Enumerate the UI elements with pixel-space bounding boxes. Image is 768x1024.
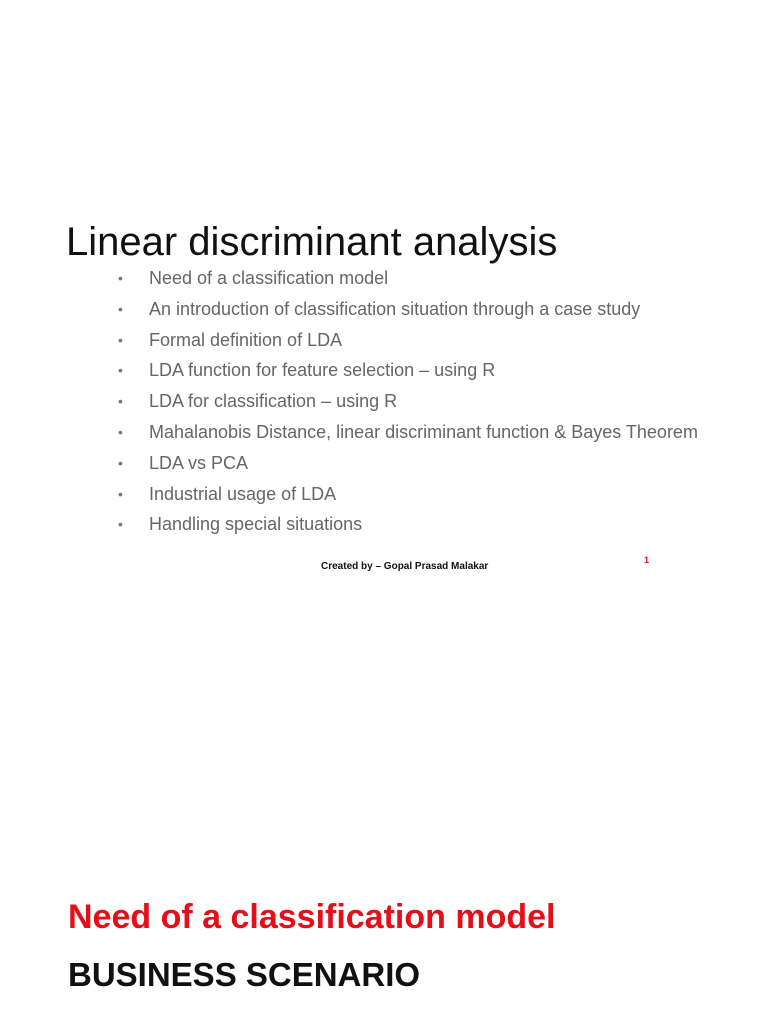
- bullet-icon: •: [118, 423, 123, 440]
- list-item: [118, 482, 738, 507]
- list-item: [118, 358, 738, 383]
- list-item: [118, 451, 738, 476]
- list-item: [118, 297, 738, 322]
- section-subtitle: BUSINESS SCENARIO: [68, 956, 421, 993]
- list-item: [118, 266, 738, 291]
- author-credit: Created by – Gopal Prasad Malakar: [321, 561, 489, 572]
- section-title: Need of a classification model: [68, 898, 556, 936]
- list-item: [118, 420, 738, 445]
- topic-list: [118, 266, 738, 543]
- list-item: [118, 389, 738, 414]
- list-item-text: Industrial usage of LDA: [149, 483, 337, 504]
- list-item: [118, 512, 738, 537]
- list-item-text: Formal definition of LDA: [149, 329, 343, 350]
- list-item-text: Mahalanobis Distance, linear discriminant function & Bayes Theorem: [149, 421, 698, 442]
- bullet-icon: •: [118, 454, 123, 471]
- list-item-text: LDA for classification – using R: [149, 391, 398, 412]
- bullet-icon: •: [118, 331, 123, 348]
- bullet-icon: •: [118, 485, 123, 502]
- list-item-text: Need of a classification model: [149, 268, 389, 288]
- page-number: 1: [644, 555, 650, 565]
- slide-title: Linear discriminant analysis: [66, 220, 558, 264]
- bullet-icon: •: [118, 393, 123, 410]
- list-item-text: Handling special situations: [149, 514, 363, 535]
- bullet-icon: •: [118, 300, 123, 317]
- list-item-text: LDA function for feature selection – using R: [149, 360, 496, 381]
- bullet-icon: •: [118, 270, 123, 286]
- bullet-icon: •: [118, 362, 123, 379]
- list-item-text: An introduction of classification situation through a case study: [149, 298, 641, 319]
- bullet-icon: •: [118, 516, 123, 533]
- list-item: [118, 328, 738, 353]
- list-item-text: LDA vs PCA: [149, 452, 249, 473]
